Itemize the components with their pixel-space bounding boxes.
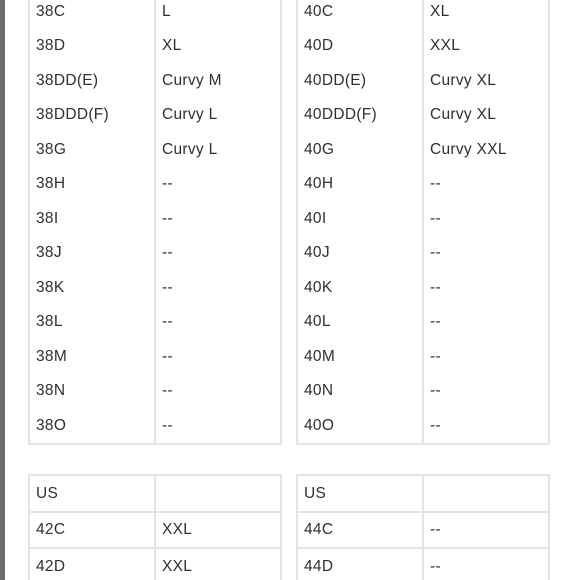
size-cell: XL (423, 0, 549, 29)
size-cell: XXL (155, 548, 281, 580)
table-row (297, 98, 549, 133)
table-row (29, 132, 281, 167)
table-row (29, 98, 281, 133)
size-cell: -- (155, 270, 281, 305)
table-row (297, 270, 549, 305)
band-cup-cell: 40J (297, 236, 423, 271)
table-row (29, 512, 281, 549)
size-cell: -- (155, 339, 281, 374)
band-cup-cell: 38C (29, 0, 155, 29)
band-cup-cell: 38K (29, 270, 155, 305)
band-cup-cell: 40N (297, 374, 423, 409)
size-table-38 (28, 0, 282, 445)
size-cell: -- (423, 201, 549, 236)
band-cup-cell: 38H (29, 167, 155, 202)
table-row (29, 0, 281, 29)
band-cup-cell: 40L (297, 305, 423, 340)
table-row (297, 339, 549, 374)
band-cup-cell: 42D (29, 548, 155, 580)
size-cell: -- (423, 374, 549, 409)
table-row (29, 408, 281, 444)
table-header-row (29, 475, 281, 512)
band-cup-cell: 44C (297, 512, 423, 549)
size-cell: -- (423, 236, 549, 271)
table-header-row (297, 475, 549, 512)
band-cup-cell: 38DD(E) (29, 63, 155, 98)
size-cell: Curvy XXL (423, 132, 549, 167)
band-cup-cell: 40H (297, 167, 423, 202)
table-row (29, 167, 281, 202)
size-cell: -- (155, 305, 281, 340)
band-cup-cell: 38DDD(F) (29, 98, 155, 133)
band-cup-cell: 38N (29, 374, 155, 409)
table-row (297, 374, 549, 409)
header-empty-cell (423, 475, 549, 512)
band-cup-cell: 40DDD(F) (297, 98, 423, 133)
band-cup-cell: 40I (297, 201, 423, 236)
table-row (297, 167, 549, 202)
size-table-40 (296, 0, 550, 445)
band-cup-cell: 38D (29, 29, 155, 64)
band-cup-cell: 40C (297, 0, 423, 29)
table-row (29, 63, 281, 98)
size-cell: -- (423, 339, 549, 374)
band-cup-cell: 38M (29, 339, 155, 374)
band-cup-cell: 38J (29, 236, 155, 271)
header-empty-cell (155, 475, 281, 512)
size-cell: -- (423, 408, 549, 444)
band-cup-cell: 40M (297, 339, 423, 374)
table-row (297, 408, 549, 444)
size-cell: XL (155, 29, 281, 64)
size-cell: -- (423, 270, 549, 305)
size-table-42 (28, 474, 282, 580)
region-header: US (297, 475, 423, 512)
size-cell: Curvy M (155, 63, 281, 98)
table-row (29, 270, 281, 305)
size-cell: -- (155, 236, 281, 271)
band-cup-cell: 44D (297, 548, 423, 580)
size-table-44 (296, 474, 550, 580)
table-row (29, 236, 281, 271)
size-cell: -- (423, 512, 549, 549)
band-cup-cell: 40K (297, 270, 423, 305)
table-row (297, 201, 549, 236)
size-cell: -- (423, 548, 549, 580)
size-cell: -- (155, 167, 281, 202)
table-row (297, 29, 549, 64)
table-row (297, 0, 549, 29)
size-cell: Curvy XL (423, 63, 549, 98)
band-cup-cell: 42C (29, 512, 155, 549)
size-cell: Curvy XL (423, 98, 549, 133)
table-row (297, 512, 549, 549)
table-row (29, 305, 281, 340)
size-cell: -- (423, 305, 549, 340)
band-cup-cell: 38I (29, 201, 155, 236)
size-cell: -- (155, 374, 281, 409)
band-cup-cell: 38L (29, 305, 155, 340)
size-cell: -- (155, 408, 281, 444)
size-cell: Curvy L (155, 132, 281, 167)
region-header: US (29, 475, 155, 512)
table-row (29, 201, 281, 236)
table-row (297, 236, 549, 271)
table-row (297, 132, 549, 167)
size-cell: -- (423, 167, 549, 202)
size-cell: -- (155, 201, 281, 236)
table-row (297, 548, 549, 580)
band-cup-cell: 38O (29, 408, 155, 444)
scroll-rail (0, 0, 5, 580)
size-cell: XXL (423, 29, 549, 64)
table-row (297, 305, 549, 340)
band-cup-cell: 40D (297, 29, 423, 64)
size-cell: L (155, 0, 281, 29)
band-cup-cell: 40DD(E) (297, 63, 423, 98)
table-row (297, 63, 549, 98)
band-cup-cell: 40G (297, 132, 423, 167)
table-row (29, 548, 281, 580)
size-cell: XXL (155, 512, 281, 549)
size-cell: Curvy L (155, 98, 281, 133)
table-row (29, 29, 281, 64)
band-cup-cell: 40O (297, 408, 423, 444)
table-row (29, 374, 281, 409)
table-row (29, 339, 281, 374)
band-cup-cell: 38G (29, 132, 155, 167)
